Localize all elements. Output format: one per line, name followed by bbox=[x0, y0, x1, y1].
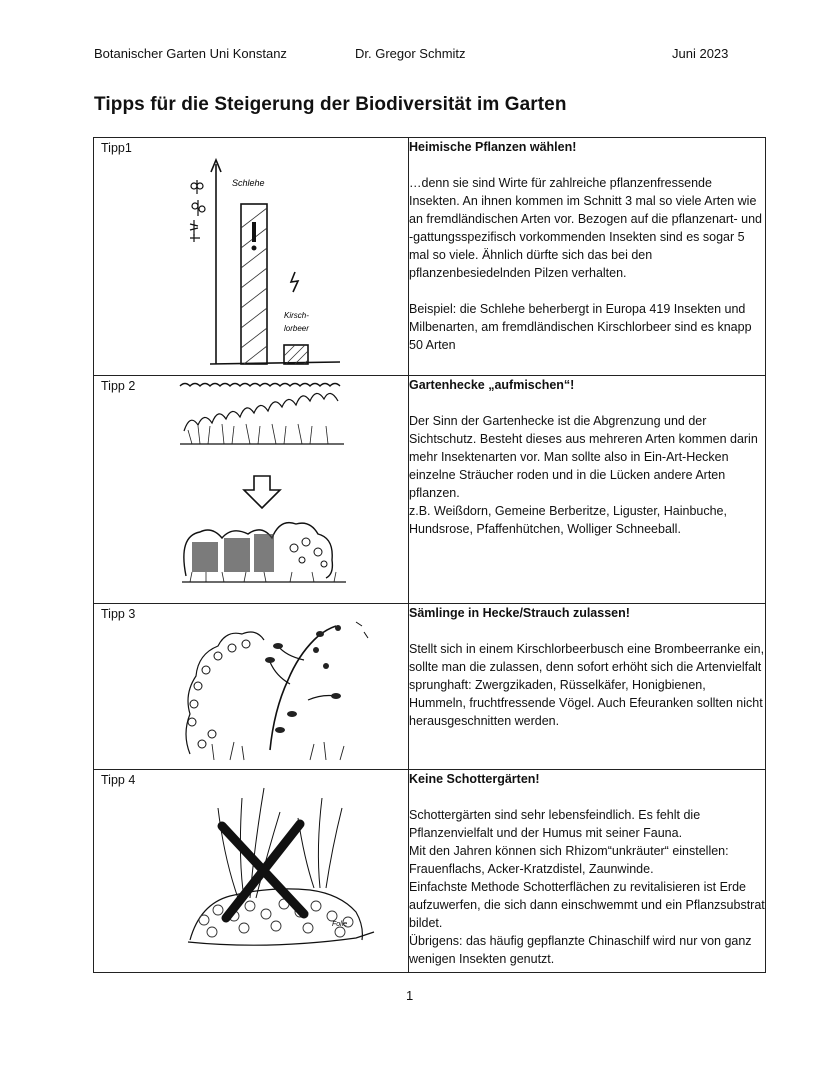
kirschlorbeer-label-line1: Kirsch- bbox=[284, 311, 309, 320]
kirschlorbeer-label-line2: lorbeer bbox=[284, 324, 309, 333]
tip-4-text-cell bbox=[409, 770, 766, 973]
header-date: Juni 2023 bbox=[672, 46, 729, 61]
tip-3-text-cell bbox=[409, 604, 766, 770]
hedge-mixing-illustration bbox=[94, 376, 408, 602]
tip-3-heading: Sämlinge in Hecke/Strauch zulassen! bbox=[409, 606, 630, 620]
tip-row-2 bbox=[94, 376, 766, 604]
tip-1-image-cell bbox=[94, 138, 409, 376]
tip-4-paragraph-3: Einfachste Methode Schotterflächen zu revitalisieren ist Erde aufzuwerfen, die sich dann einschwemmt und ein Pflanzsubstrat bildet. bbox=[409, 880, 765, 930]
tip-4-label: Tipp 4 bbox=[101, 773, 136, 787]
gravel-garden-crossed-illustration bbox=[94, 770, 408, 971]
tip-1-paragraph-1: …denn sie sind Wirte für zahlreiche pflanzenfressende Insekten. An ihnen kommen im Schnitt 3 mal so viele Arten wie an fremdländischen Arten vor. Bezogen auf die pflanzenart- und -gattungsspezifisch vorkommenden Insekten sind es sogar 5 mal so viele. Ähnlich dürfte sich das bei den pflanzenbesiedelnden Pilzen verhalten. bbox=[409, 176, 763, 280]
header-author: Dr. Gregor Schmitz bbox=[355, 46, 466, 61]
tip-row-4 bbox=[94, 770, 766, 973]
schlehe-kirschlorbeer-illustration bbox=[94, 138, 408, 374]
tip-1-heading: Heimische Pflanzen wählen! bbox=[409, 140, 577, 154]
tip-4-paragraph-1: Schottergärten sind sehr lebensfeindlich. Es fehlt die Pflanzenvielfalt und der Humus mit seiner Fauna. bbox=[409, 808, 701, 840]
tip-row-3 bbox=[94, 604, 766, 770]
tip-4-paragraph-2: Mit den Jahren können sich Rhizom“unkräuter“ einstellen: Frauenflachs, Acker-Kratzdistel, Zaunwinde. bbox=[409, 844, 729, 876]
header-institution: Botanischer Garten Uni Konstanz bbox=[94, 46, 287, 61]
bramble-in-hedge-illustration bbox=[94, 604, 408, 768]
tip-4-image-cell bbox=[94, 770, 409, 973]
tip-row-1 bbox=[94, 138, 766, 376]
schlehe-label: Schlehe bbox=[232, 178, 265, 188]
tip-2-image-cell bbox=[94, 376, 409, 604]
tip-1-label: Tipp1 bbox=[101, 141, 132, 155]
folie-label: Folie bbox=[332, 921, 348, 928]
tip-2-paragraph-2: z.B. Weißdorn, Gemeine Berberitze, Liguster, Hainbuche, Hundsrose, Pfaffenhütchen, Wolliger Schneeball. bbox=[409, 504, 727, 536]
tip-3-paragraph-1: Stellt sich in einem Kirschlorbeerbusch eine Brombeerranke ein, sollte man die zulassen, denn sofort erhöht sich die Artenvielfalt sprunghaft: Zwergzikaden, Rüsselkäfer, Honigbienen, Hummeln, fruchtfressende Vögel. Auch Efeuranken sollten nicht herausgeschnitten werden. bbox=[409, 642, 765, 728]
tip-1-text-cell bbox=[409, 138, 766, 376]
tips-table bbox=[93, 137, 766, 973]
tip-1-paragraph-2: Beispiel: die Schlehe beherbergt in Europa 419 Insekten und Milbenarten, am fremdländischen Kirschlorbeer sind es knapp 50 Arten bbox=[409, 302, 752, 352]
tip-3-label: Tipp 3 bbox=[101, 607, 136, 621]
tip-3-image-cell bbox=[94, 604, 409, 770]
tip-2-text-cell bbox=[409, 376, 766, 604]
tip-4-paragraph-4: Übrigens: das häufig gepflanzte Chinaschilf wird nur von ganz wenigen Insekten genutzt. bbox=[409, 934, 752, 966]
tip-2-label: Tipp 2 bbox=[101, 379, 136, 393]
page-number: 1 bbox=[406, 988, 414, 1003]
tip-2-heading: Gartenhecke „aufmischen“! bbox=[409, 378, 575, 392]
tip-2-paragraph-1: Der Sinn der Gartenhecke ist die Abgrenzung und der Sichtschutz. Besteht dieses aus mehreren Arten kommen darin mehr Insektenarten vor. Man sollte also in Ein-Art-Hecken einzelne Sträucher roden und in die Lücken andere Arten pflanzen. bbox=[409, 414, 758, 500]
tip-4-heading: Keine Schottergärten! bbox=[409, 772, 540, 786]
page-title: Tipps für die Steigerung der Biodiversität im Garten bbox=[94, 94, 567, 115]
